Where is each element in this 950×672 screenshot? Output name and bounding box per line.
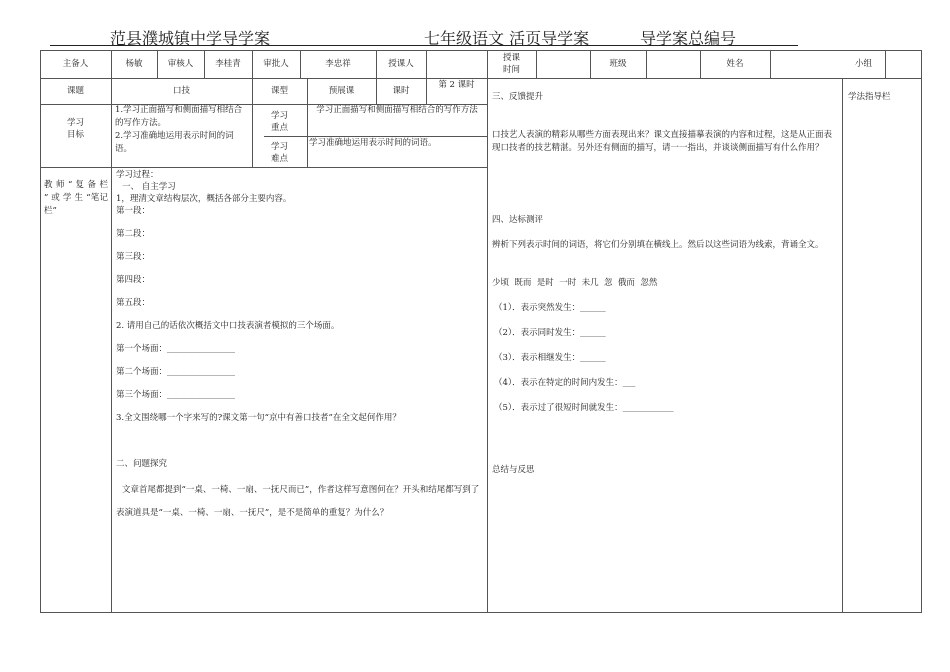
key-points-label-1: 学习 (270, 111, 288, 121)
assessment-intro: 辨析下列表示时间的词语，将它们分别填在横线上。然后以这些词语为线索，背诵全文。 (492, 240, 824, 250)
explore-question: 文章首尾都提到“一桌、一椅、一扇、一抚尺而已”，作者这样写意图何在？开头和结尾都写到了表演道具是“一桌、一椅、一扇、一抚尺”，是不是简单的重复？为什么？ (116, 485, 480, 518)
process-title: 学习过程： (116, 170, 159, 180)
sidebar-note: 教 师 “ 复 备 栏 ” 或 学 生 “笔记栏” (44, 180, 108, 216)
difficulties-label-2: 难点 (270, 154, 288, 164)
period-value: 第 2 课时 (438, 80, 475, 90)
period-label: 课时 (392, 86, 410, 96)
group-label: 小组 (854, 59, 872, 69)
summary-label: 总结与反思 (492, 465, 535, 475)
blank-item-3[interactable]: （3）．表示相继发生：______ (494, 353, 606, 363)
class-label: 班级 (609, 59, 627, 69)
question-3: 3.全文围绕哪一个字来写的?课文第一句“京中有善口技者”在全文起何作用？ (116, 413, 401, 423)
preparer-value: 杨敏 (125, 59, 143, 69)
type-label: 课型 (270, 86, 288, 96)
topic-value: 口技 (172, 86, 190, 96)
difficulties-text: 学习准确地运用表示时间的词语。 (309, 138, 437, 148)
topic-label: 课题 (66, 86, 84, 96)
scene-3-field[interactable]: 第三个场面：________________ (116, 390, 236, 400)
key-points-text: 学习正面描写和侧面描写相结合的写作方法 (316, 105, 478, 115)
reviewer-label: 审核人 (167, 59, 194, 69)
difficulties-label-1: 学习 (270, 142, 288, 152)
paragraph-2-field[interactable]: 第二段： (116, 229, 151, 239)
objectives-label-2: 目标 (66, 130, 84, 140)
school-title: 范县濮城镇中学导学案 (110, 29, 271, 48)
reviewer-value: 李桂青 (215, 59, 241, 69)
section-feedback: 三、反馈提升 (492, 92, 544, 102)
subject-title: 七年级语文 活页导学案 (424, 29, 590, 48)
paragraph-5-field[interactable]: 第五段： (116, 298, 151, 308)
approver-label: 审批人 (263, 59, 289, 69)
scene-2-field[interactable]: 第二个场面：________________ (116, 367, 236, 377)
objectives-text: 1.学习正面描写和侧面描写相结合的写作方法。 2.学习准确地运用表示时间的词语。 (115, 105, 243, 154)
scene-1-field[interactable]: 第一个场面：________________ (116, 344, 236, 354)
section-explore: 二、问题探究 (116, 459, 168, 469)
type-value: 预展课 (328, 86, 355, 96)
number-label: 导学案总编号 (640, 29, 737, 48)
question-1: 1，理清文章结构层次，概括各部分主要内容。 (116, 194, 292, 204)
paragraph-3-field[interactable]: 第三段： (116, 252, 151, 262)
section-self-study: 一、 自主学习 (122, 182, 176, 192)
time-label-1: 授课 (502, 53, 520, 63)
approver-value: 李忠祥 (325, 59, 351, 69)
section-assessment: 四、达标测评 (492, 215, 544, 225)
time-label-2: 时间 (502, 65, 520, 75)
blank-item-2[interactable]: （2）．表示同时发生：______ (494, 328, 606, 338)
blank-item-4[interactable]: （4）．表示在特定的时间内发生：___ (494, 378, 636, 388)
key-points-label-2: 重点 (270, 123, 288, 133)
objectives-label-1: 学习 (66, 118, 84, 128)
time-words: 少顷 既而 是时 一时 未几 忽 俄而 忽然 (492, 278, 658, 288)
paragraph-1-field[interactable]: 第一段： (116, 206, 151, 216)
teacher-label: 授课人 (388, 59, 414, 69)
blank-item-5[interactable]: （5）．表示过了很短时间就发生：____________ (494, 403, 674, 413)
preparer-label: 主备人 (62, 59, 89, 69)
name-label: 姓名 (726, 59, 744, 69)
paragraph-4-field[interactable]: 第四段： (116, 275, 151, 285)
method-guide-label: 学法指导栏 (848, 92, 891, 102)
question-2: 2. 请用自己的话依次概括文中口技表演者模拟的三个场面。 (116, 321, 340, 331)
blank-item-1[interactable]: （1）．表示突然发生：______ (494, 303, 606, 313)
feedback-question: 口技艺人表演的精彩从哪些方面表现出来？课文直接描摹表演的内容和过程，这是从正面表现口技者的技艺精湛。另外还有侧面的描写，请一一指出，并谈谈侧面描写有什么作用？ (492, 130, 833, 153)
